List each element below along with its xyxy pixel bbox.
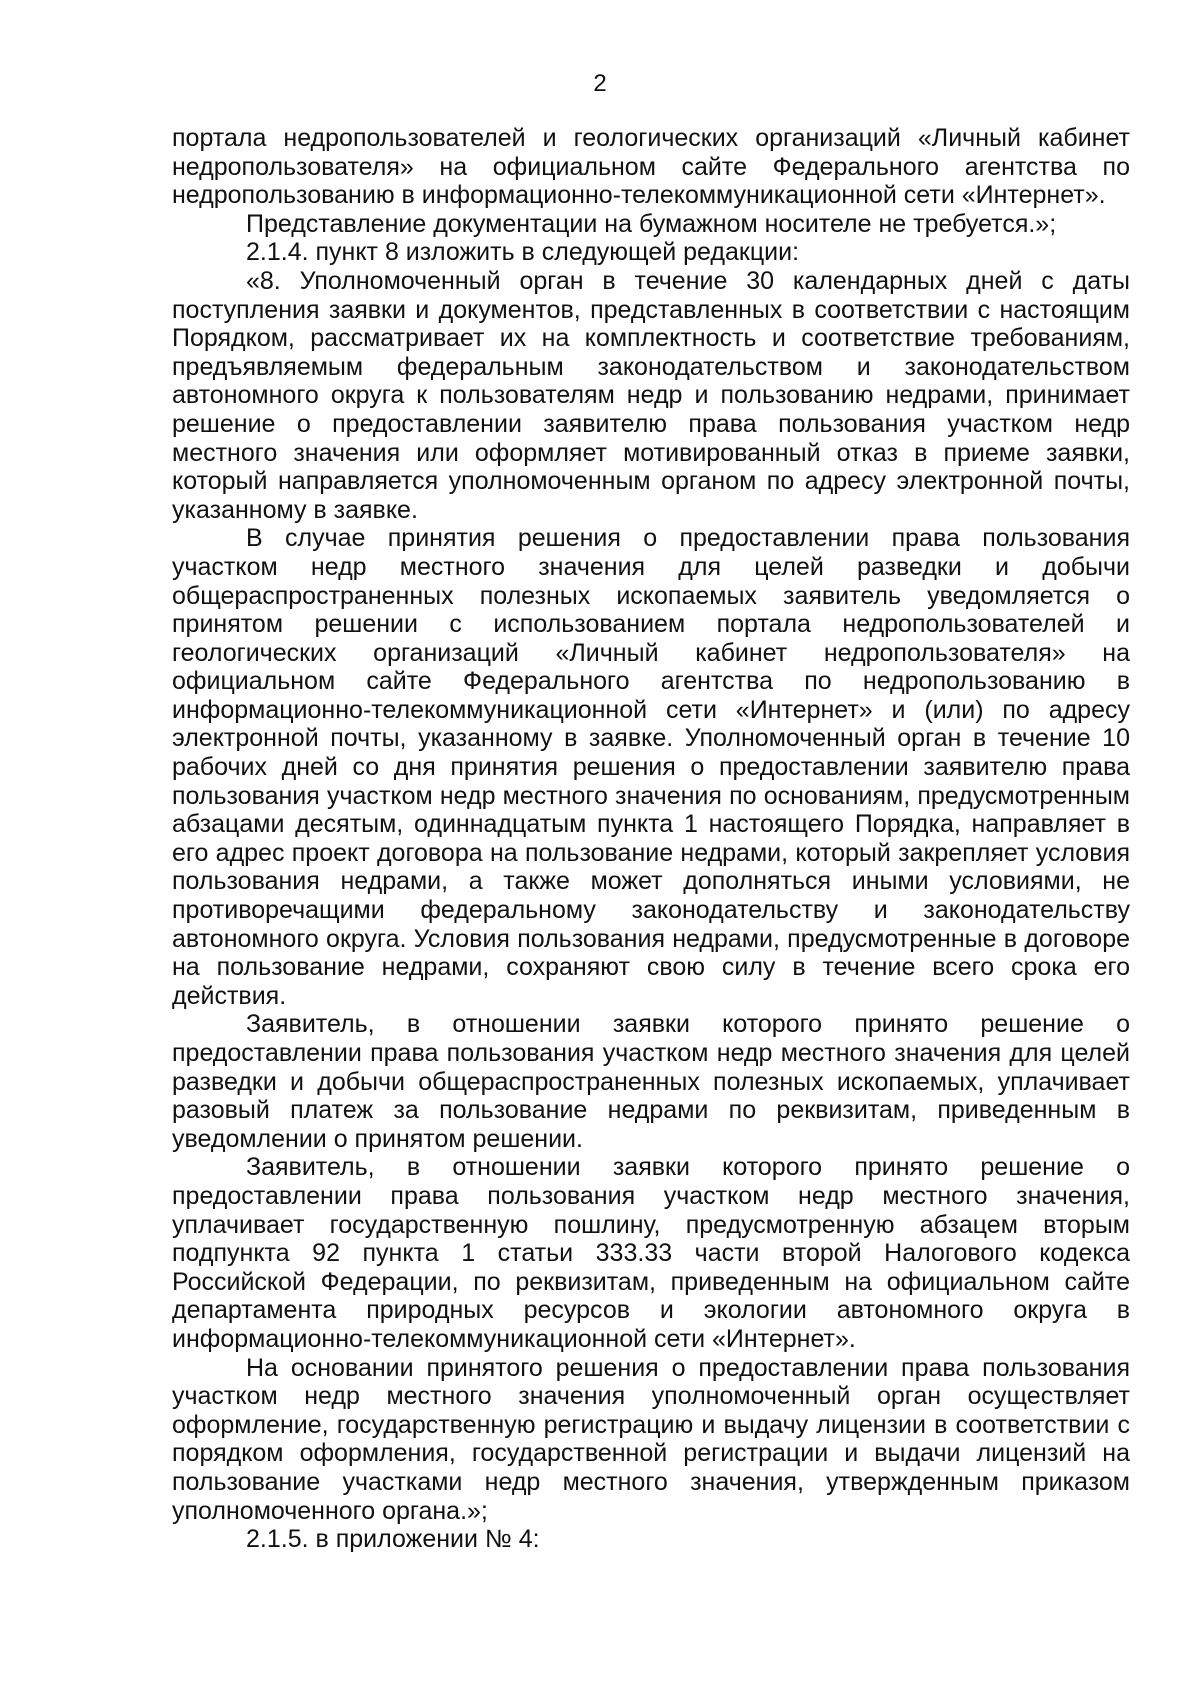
paragraph-point-8: «8. Уполномоченный орган в течение 30 календарных дней с даты поступления заявки и документов, представленных в соответствии с настоящим Порядком, рассматривает их на комплектность и соответствие требованиям, предъявляемым федеральным законодательством и законодательством автономного округа к пользователям недр и пользованию недрами, принимает решение о предоставлении заявителю права пользования участком недр местного значения или оформляет мотивированный отказ в приеме заявки, который направляется уполномоченным органом по адресу электронной почты, указанному в заявке. [172, 266, 1130, 524]
paragraph-paper-not-required: Представление документации на бумажном носителе не требуется.»; [246, 209, 1057, 238]
paragraph-decision-case: В случае принятия решения о предоставлении права пользования участком недр местного значения для целей разведки и добычи общераспространенных полезных ископаемых заявитель уведомляется о принятом решении с использованием портала недропользователей и геологических организаций «Личный кабинет недропользователя» на официальном сайте Федерального агентства по недропользованию в информационно-телекоммуникационной сети «Интернет» и (или) по адресу электронной почты, указанному в заявке. Уполномоченный орган в течение 10 рабочих дней со дня принятия решения о предоставлении заявителю права пользования участком недр местного значения по основаниям, предусмотренным абзацами десятым, одиннадцатым пункта 1 настоящего Порядка, направляет в его адрес проект договора на пользование недрами, который закрепляет условия пользования недрами, а также может дополняться иными условиями, не противоречащими федеральному законодательству и законодательству автономного округа. Условия пользования недрами, предусмотренные в договоре на пользование недрами, сохраняют свою силу в течение всего срока его действия. [172, 524, 1130, 1010]
paragraph-item-2-1-4: 2.1.4. пункт 8 изложить в следующей редакции: [246, 238, 800, 267]
page-number: 2 [593, 70, 607, 97]
paragraph-portal-continuation: портала недропользователей и геологических организаций «Личный кабинет недропользователя» на официальном сайте Федерального агентства по недропользованию в информационно-телекоммуникационной сети «Интернет». [172, 124, 1130, 210]
paragraph-item-2-1-5: 2.1.5. в приложении № 4: [246, 1525, 540, 1554]
paragraph-one-time-payment: Заявитель, в отношении заявки которого принято решение о предоставлении права пользования участком недр местного значения для целей разведки и добычи общераспространенных полезных ископаемых, уплачивает разовый платеж за пользование недрами по реквизитам, приведенным в уведомлении о принятом решении. [172, 1010, 1130, 1153]
paragraph-license-issuance: На основании принятого решения о предоставлении права пользования участком недр местного значения уполномоченный орган осуществляет оформление, государственную регистрацию и выдачу лицензии в соответствии с порядком оформления, государственной регистрации и выдачи лицензий на пользование участками недр местного значения, утвержденным приказом уполномоченного органа.»; [172, 1353, 1130, 1525]
document-body [172, 124, 1130, 1554]
paragraph-state-duty: Заявитель, в отношении заявки которого принято решение о предоставлении права пользования участком недр местного значения, уплачивает государственную пошлину, предусмотренную абзацем вторым подпункта 92 пункта 1 статьи 333.33 части второй Налогового кодекса Российской Федерации, по реквизитам, приведенным на официальном сайте департамента природных ресурсов и экологии автономного округа в информационно-телекоммуникационной сети «Интернет». [172, 1153, 1130, 1353]
